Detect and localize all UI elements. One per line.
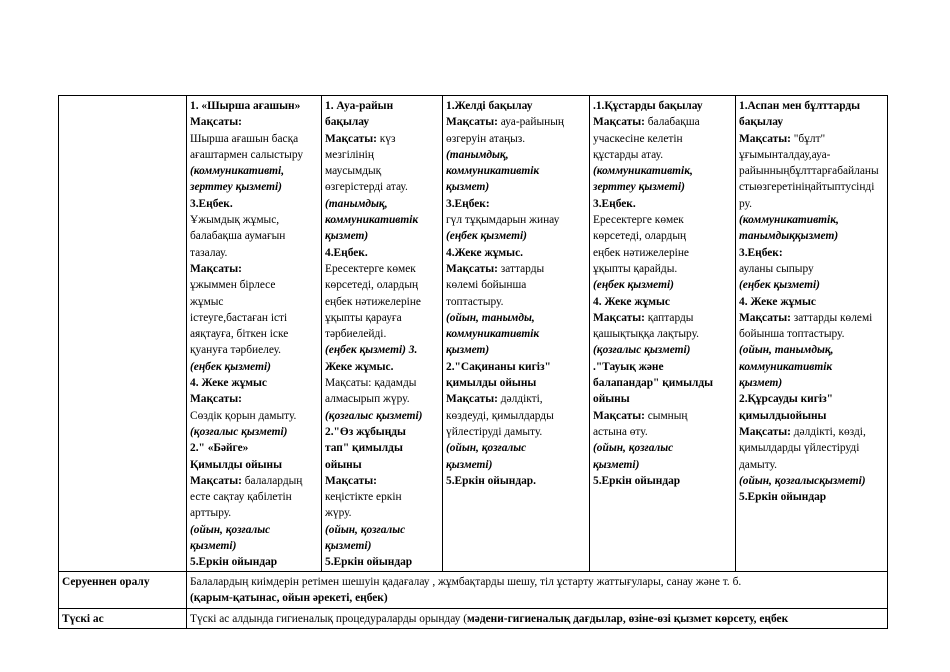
plan-line: 4. Жеке жұмыс	[190, 377, 267, 390]
plan-line: көрсетеді, олардың	[325, 279, 419, 292]
plan-line: (қозғалыс қызметі)	[190, 425, 288, 438]
plan-line: ұқыпты қарауға	[325, 311, 402, 324]
plan-line: көрсетеді, олардың	[593, 230, 687, 243]
lunch-content	[187, 608, 888, 628]
plan-line: 2."Сақинаны кигіз"	[446, 360, 551, 373]
plan-line: Мақсаты: қаптарды	[593, 311, 694, 324]
plan-line: 3.Еңбек:	[446, 197, 490, 210]
plan-line: (танымдық,	[325, 197, 388, 210]
plan-line: (еңбек қызметі)	[593, 279, 674, 292]
plan-line: Мақсаты: ауа-райының	[446, 116, 564, 129]
plan-line: тап" қимылды	[325, 442, 403, 455]
plan-line: зерттеу қызметі)	[190, 181, 282, 194]
plan-line: коммуникативтік	[739, 360, 833, 373]
lunch-text: Түскі ас алдында гигиеналық процедураларды орындау (	[190, 612, 468, 625]
plan-line: коммуникативтік	[325, 214, 419, 227]
walk-back-row	[59, 571, 888, 608]
plan-line: көздеуді, қимылдарды	[446, 409, 554, 422]
plan-line: учаскесіне келетін	[593, 132, 683, 145]
plan-line: қызмет)	[446, 344, 490, 357]
plan-line: 2." «Бәйге»	[190, 442, 249, 455]
plan-line: балапандар" қимылды	[593, 377, 714, 390]
plan-line: Ұжымдық жұмыс,	[190, 214, 280, 227]
lunch-row	[59, 608, 888, 628]
plan-line: (ойын, қозғалыс	[325, 523, 406, 536]
plan-line: қимылды ойыны	[446, 377, 537, 390]
plan-line: (ойын, қозғалысқызметі)	[739, 474, 866, 487]
plan-line: (еңбек қызметі)	[739, 279, 820, 292]
plan-line: 5.Еркін ойындар	[325, 556, 413, 569]
plan-line: (танымдық,	[446, 148, 509, 161]
plan-line: 2.Құрсауды кигіз"	[739, 393, 833, 406]
plan-line: дамыту.	[739, 458, 777, 471]
plan-line: құстарды атау.	[593, 148, 664, 161]
plan-line: (коммуникативтік,	[593, 165, 693, 178]
plan-line: Мақсаты: дәлдікті,	[446, 393, 543, 406]
plan-line: ұқыпты қарайды.	[593, 262, 678, 275]
plan-line: қызмет)	[446, 181, 490, 194]
activity-column-2	[322, 96, 443, 572]
walk-back-label: Серуеннен оралу	[59, 571, 187, 608]
activity-column-5	[736, 96, 888, 572]
plan-line: мезгілінің	[325, 148, 374, 161]
plan-line: көлемі бойынша	[446, 279, 527, 292]
plan-line: Мақсаты:	[190, 262, 242, 275]
plan-line: Сөздік қорын дамыту.	[190, 409, 297, 422]
plan-line: (ойын, танымды,	[446, 311, 535, 324]
plan-line: маусымдық	[325, 165, 382, 178]
plan-line: стыөзгеретініңайтыптусінді	[739, 181, 875, 194]
plan-line: 5.Еркін ойындар.	[446, 474, 536, 487]
plan-line: тазалау.	[190, 246, 228, 259]
plan-line: (еңбек қызметі)	[190, 360, 271, 373]
plan-line: 4.Жеке жұмыс.	[446, 246, 523, 259]
plan-line: ұғымынталдау,ауа-	[739, 148, 831, 161]
plan-line: 1. «Шырша ағашын»	[190, 100, 301, 112]
plan-line: Жеке жұмыс.	[325, 360, 394, 373]
plan-line: 5.Еркін ойындар	[190, 556, 278, 569]
plan-line: (коммуникативті,	[190, 165, 285, 178]
plan-line: 3.Еңбек.	[190, 197, 233, 210]
plan-line: қимылдыойыны	[739, 409, 827, 422]
plan-line: ."Тауық және	[593, 360, 664, 373]
plan-line: коммуникативтік	[446, 165, 540, 178]
plan-line: 4.Еңбек.	[325, 246, 368, 259]
plan-line: Мақсаты: балалардың	[190, 474, 303, 487]
plan-line: (ойын, қозғалыс	[190, 523, 271, 536]
plan-line: аяқтауға, біткен іске	[190, 328, 289, 341]
daily-plan-table	[58, 95, 888, 629]
plan-line: 4. Жеке жұмыс	[593, 295, 670, 308]
plan-line: бойынша топтастыру.	[739, 328, 845, 341]
plan-line: танымдыққызмет)	[739, 230, 839, 243]
activity-column-3	[443, 96, 590, 572]
plan-line: Мақсаты:	[325, 474, 377, 487]
plan-line: Қимылды ойыны	[190, 458, 282, 471]
plan-line: Мақсаты: "бұлт"	[739, 132, 826, 145]
plan-line: алмасырып жүру.	[325, 393, 410, 406]
plan-line: 3.Еңбек:	[739, 246, 783, 259]
plan-line: бақылау	[739, 116, 784, 129]
plan-line: (қозғалыс қызметі)	[593, 344, 691, 357]
plan-line: Мақсаты: заттарды	[446, 262, 545, 275]
plan-line: зерттеу қызметі)	[593, 181, 685, 194]
plan-line: Ересектерге көмек	[325, 262, 416, 275]
plan-line: 5.Еркін ойындар	[593, 474, 681, 487]
activity-column-1	[187, 96, 322, 572]
plan-line: үйлестіруді дамыту.	[446, 425, 543, 438]
plan-line: істеуге,бастаған істі	[190, 311, 288, 324]
plan-line: өзгеруін атаңыз.	[446, 132, 526, 145]
plan-line: Мақсаты: күз	[325, 132, 396, 145]
plan-line: қашықтыққа лақтыру.	[593, 328, 700, 341]
plan-line: Мақсаты: заттарды көлемі	[739, 311, 873, 324]
plan-line: (ойын, танымдық,	[739, 344, 834, 357]
plan-line: ағаштармен салыстыру	[190, 148, 304, 161]
plan-line: қызмет)	[325, 230, 369, 243]
plan-line: ұжыммен бірлесе	[190, 279, 276, 292]
plan-line: жұмыс	[190, 295, 224, 308]
lunch-label: Түскі ас	[59, 608, 187, 628]
plan-line: қимылдарды үйлестіруді	[739, 442, 860, 455]
plan-line: Мақсаты: қадамды	[325, 377, 417, 390]
plan-line: Ересектерге көмек	[593, 214, 684, 227]
walk-back-content	[187, 571, 888, 608]
plan-line: 1.Желді бақылау	[446, 100, 533, 112]
plan-line: қызметі)	[325, 540, 372, 553]
plan-line: еңбек нәтижелеріне	[325, 295, 421, 308]
plan-line: ру.	[739, 197, 752, 210]
plan-line: (ойын, қозғалыс	[593, 442, 674, 455]
plan-line: арттыру.	[190, 507, 232, 520]
plan-line: 1. Ауа-райын	[325, 100, 394, 112]
plan-line: ауланы сыпыру	[739, 262, 814, 275]
walk-activities-row	[59, 96, 888, 572]
plan-line: қызмет)	[739, 377, 783, 390]
plan-line: 3.Еңбек.	[593, 197, 636, 210]
walk-back-text: Балалардың киімдерін ретімен шешуін қадағалау , жұмбақтарды шешу, тіл ұстарту жаттығулары, санау және т. б.	[190, 575, 742, 588]
plan-line: астына өту.	[593, 425, 648, 438]
plan-line: бақылау	[325, 116, 370, 129]
plan-line: .1.Құстарды бақылау	[593, 100, 703, 112]
plan-line: өзгерістерді атау.	[325, 181, 408, 194]
plan-line: 5.Еркін ойындар	[739, 491, 827, 504]
walk-back-note: (қарым-қатынас, ойын әрекеті, еңбек)	[190, 591, 388, 604]
activity-column-4	[590, 96, 736, 572]
plan-line: қызметі)	[190, 540, 237, 553]
plan-line: қуануға тәрбиелеу.	[190, 344, 282, 357]
plan-line: 4. Жеке жұмыс	[739, 295, 816, 308]
plan-line: есте сақтау қабілетін	[190, 491, 292, 504]
plan-line: қызметі)	[593, 458, 640, 471]
plan-line: қызметі)	[446, 458, 493, 471]
plan-line: тәрбиелейді.	[325, 328, 387, 341]
plan-line: 1.Аспан мен бұлттарды	[739, 100, 861, 112]
lunch-note: мәдени-гигиеналық дағдылар, өзіне-өзі қызмет көрсету, еңбек	[467, 612, 789, 625]
plan-line: (еңбек қызметі)	[446, 230, 527, 243]
plan-line: (ойын, қозғалыс	[446, 442, 527, 455]
plan-line: жүру.	[325, 507, 352, 520]
plan-line: (еңбек қызметі) 3.	[325, 344, 418, 357]
plan-line: коммуникативтік	[446, 328, 540, 341]
plan-line: 2."Өз жұбыңды	[325, 425, 406, 438]
plan-line: Мақсаты:	[190, 393, 242, 406]
plan-line: Мақсаты: сымның	[593, 409, 688, 422]
plan-line: топтастыру.	[446, 295, 504, 308]
plan-line: Мақсаты:	[190, 116, 242, 129]
plan-line: Мақсаты: балабақша	[593, 116, 700, 129]
plan-line: еңбек нәтижелеріне	[593, 246, 689, 259]
plan-line: кеңістікте еркін	[325, 491, 402, 504]
plan-line: Мақсаты: дәлдікті, көзді,	[739, 425, 866, 438]
empty-label-cell	[59, 96, 187, 572]
plan-line: ойыны	[593, 393, 630, 406]
plan-line: (қозғалыс қызметі)	[325, 409, 423, 422]
plan-line: (коммуникативтік,	[739, 214, 839, 227]
plan-line: ойыны	[325, 458, 362, 471]
plan-line: балабақша аумағын	[190, 230, 286, 243]
plan-line: гүл тұқымдарын жинау	[446, 214, 560, 227]
plan-line: Шырша ағашын басқа	[190, 132, 299, 145]
plan-line: райынныңбұлттарғабайланы	[739, 165, 879, 178]
